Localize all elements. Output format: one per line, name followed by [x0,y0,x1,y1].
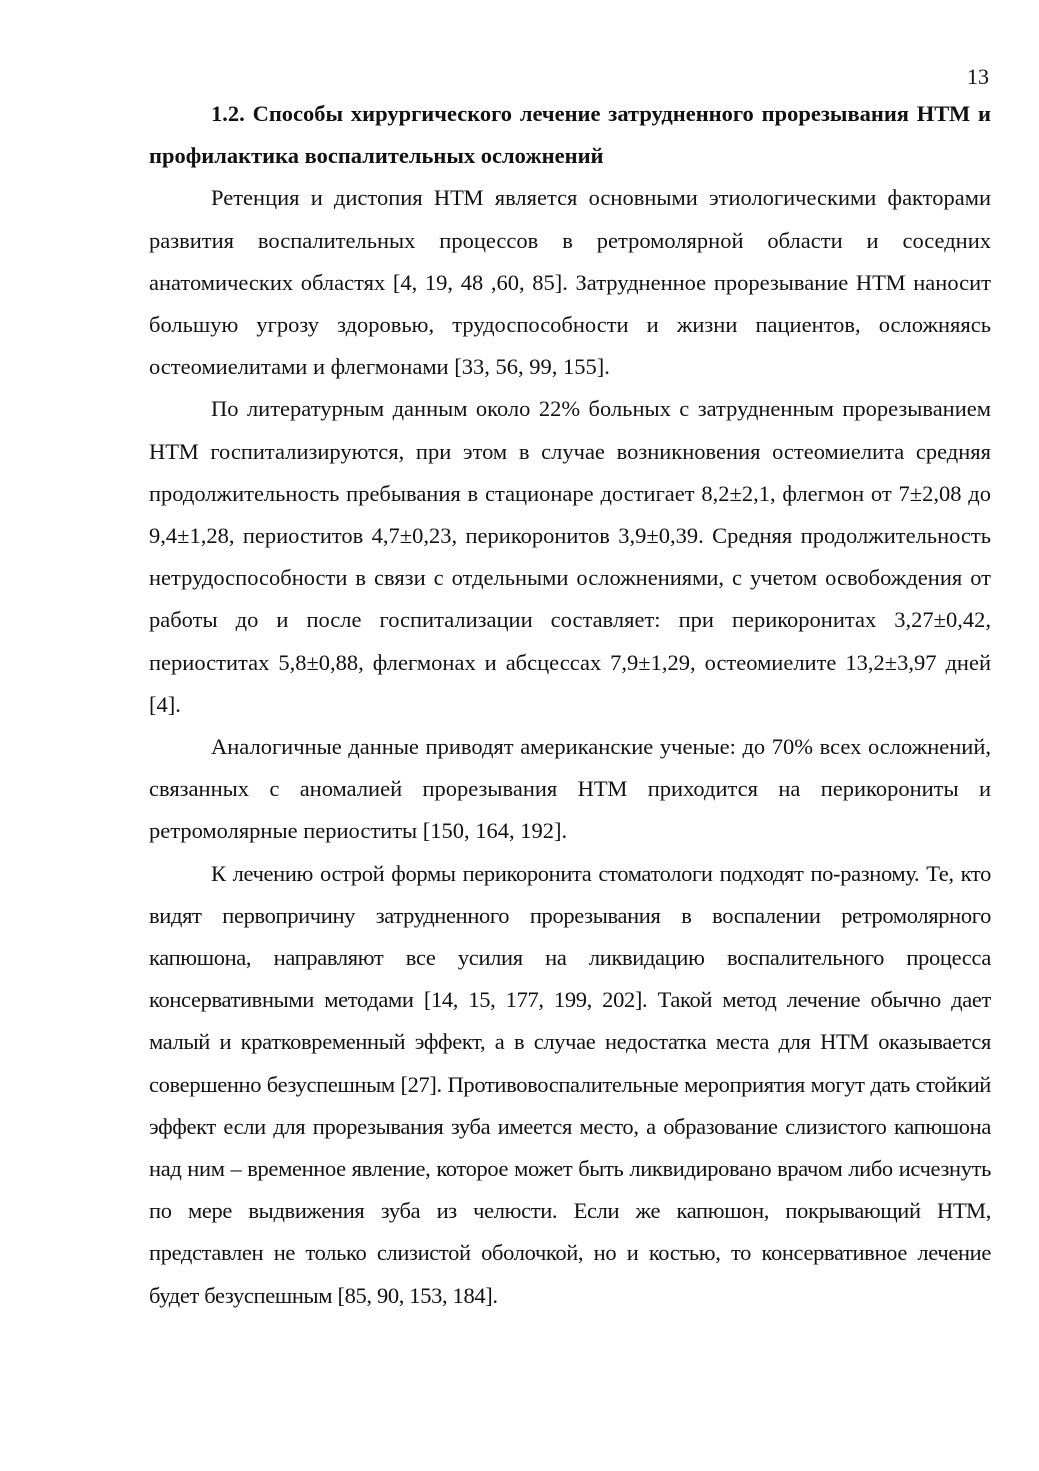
paragraph-pericoronitis-treatment: К лечению острой формы перикоронита стоматологи подходят по-разному. Те, кто видят первопричину затрудненного прорезывания в воспалении ретромолярного капюшона, направляют все усилия на ликвидацию воспалительного процесса консервативными методами [14, 15, 177, 199, 202]. Такой метод лечение обычно дает малый и кратковременный эффект, а в случае недостатка места для НТМ оказывается совершенно безуспешным [27]. Противовоспалительные мероприятия могут дать стойкий эффект если для прорезывания зуба имеется место, а образование слизистого капюшона над ним – временное явление, которое может быть ликвидировано врачом либо исчезнуть по мере выдвижения зуба из челюсти. Если же капюшон, покрывающий НТМ, представлен не только слизистой оболочкой, но и костью, то консервативное лечение будет безуспешным [85, 90, 153, 184]. [149,860,991,1308]
page-content [149,93,991,1317]
page-number: 13 [967,64,989,89]
paragraph-american-data: Аналогичные данные приводят американские ученые: до 70% всех осложнений, связанных с аномалией прорезывания НТМ приходится на перикорониты и ретромолярные периоститы [150, 164, 192]. [149,734,991,844]
section-heading: 1.2. Способы хирургического лечение затрудненного прорезывания НТМ и профилактика воспалительных осложнений [149,101,991,169]
paragraph-retention: Ретенция и дистопия НТМ является основными этиологическими факторами развития воспалительных процессов в ретромолярной области и соседних анатомических областях [4, 19, 48 ,60, 85]. Затрудненное прорезывание НТМ наносит большую угрозу здоровью, трудоспособности и жизни пациентов, осложняясь остеомиелитами и флегмонами [33, 56, 99, 155]. [149,185,991,380]
paragraph-statistics: По литературным данным около 22% больных с затрудненным прорезыванием НТМ госпитализируются, при этом в случае возникновения остеомиелита средняя продолжительность пребывания в стационаре достигает 8,2±2,1, флегмон от 7±2,08 до 9,4±1,28, периоститов 4,7±0,23, перикоронитов 3,9±0,39. Средняя продолжительность нетрудоспособности в связи с отдельными осложнениями, с учетом освобождения от работы до и после госпитализации составляет: при перикоронитах 3,27±0,42, периоститах 5,8±0,88, флегмонах и абсцессах 7,9±1,29, остеомиелите 13,2±3,97 дней [4]. [149,396,991,717]
